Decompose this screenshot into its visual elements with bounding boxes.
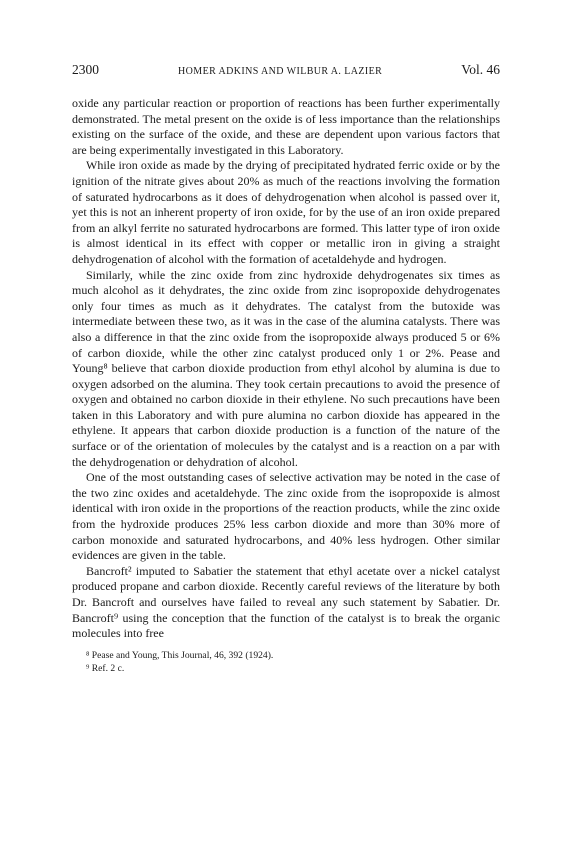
page-number: 2300 xyxy=(72,62,99,77)
volume-number: Vol. 46 xyxy=(461,62,500,77)
paragraph: While iron oxide as made by the drying of precipitated hydrated ferric oxide or by the ignition of the nitrate gives about 20% as much of the reactions involving the formation of saturated hydrocarbons as it does of dehydrogenation when alcohol is passed over it, yet this is not an inherent property of iron oxide, for by the use of an iron oxide prepared from an alkyl ferrite no saturated hydrocarbons are formed. This latter type of iron oxide is almost identical in its effect with copper or metallic iron in giving a straight dehydrogenation of alcohol with the formation of acetaldehyde and hydrogen. xyxy=(72,158,500,266)
article-body xyxy=(72,96,500,642)
paragraph: One of the most outstanding cases of selective activation may be noted in the case of the two zinc oxides and acetaldehyde. The zinc oxide from the isopropoxide is almost identical with iron oxide in the proportions of the reaction products, while the zinc oxide from the hydroxide produces 25% less carbon dioxide and more than 30% more of carbon monoxide and saturated hydrocarbons, and 40% less hydrogen. Other similar evidences are given in the table. xyxy=(72,470,500,563)
footnote: ⁸ Pease and Young, This Journal, 46, 392 (1924). xyxy=(86,649,274,661)
paragraph: oxide any particular reaction or proportion of reactions has been further experimentally demonstrated. The metal present on the oxide is of less importance than the relationships existing on the surface of the oxide, and these are dependent upon various factors that are being experimentally investigated in this Laboratory. xyxy=(72,96,500,157)
running-head-authors: HOMER ADKINS AND WILBUR A. LAZIER xyxy=(178,66,383,77)
footnotes xyxy=(72,649,500,675)
paragraph: Bancroft² imputed to Sabatier the statement that ethyl acetate over a nickel catalyst produced propane and carbon dioxide. Recently careful reviews of the literature by both Dr. Bancroft and ourselves have failed to reveal any such statement by Sabatier. Dr. Bancroft⁹ using the conception that the function of the catalyst is to break the organic molecules into free xyxy=(72,563,500,641)
journal-page xyxy=(72,62,500,675)
footnote: ⁹ Ref. 2 c. xyxy=(86,662,125,674)
page-header xyxy=(72,62,500,78)
paragraph: Similarly, while the zinc oxide from zinc hydroxide dehydrogenates six times as much alcohol as it dehydrates, the zinc oxide from zinc isopropoxide dehydrogenates only four times as much as it dehydrates. The catalyst from the butoxide was intermediate between these two, as it was in the case of the alumina catalysts. There was also a difference in that the zinc oxide from the isopropoxide always produced 5 or 6% of carbon dioxide, while the other zinc catalyst produced only 1 or 2%. Pease and Young⁸ believe that carbon dioxide production from ethyl alcohol by alumina is due to oxygen adsorbed on the alumina. They took certain precautions to avoid the presence of oxygen and obtained no carbon dioxide in their ethylene. No such precautions have been taken in this Laboratory and with pure alumina no carbon dioxide has appeared in the ethylene. It appears that carbon dioxide production is a function of the nature of the surface or of the orientation of molecules by the catalyst and is a reaction on a par with the dehydrogenation or dehydration of alcohol. xyxy=(72,267,500,469)
